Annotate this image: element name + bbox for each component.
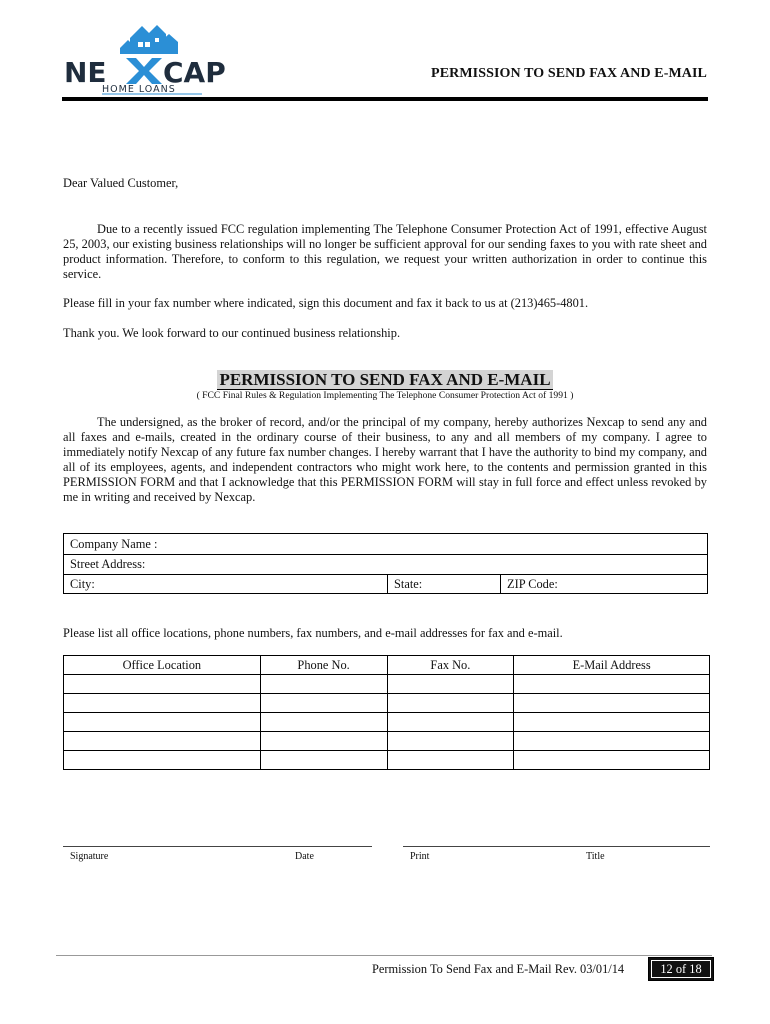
fax-cell[interactable] — [387, 694, 514, 713]
city-state-divider — [387, 575, 388, 594]
state-label: State: — [394, 577, 423, 591]
permission-subtitle: ( FCC Final Rules & Regulation Implementing The Telephone Consumer Protection Act of 1991 ) — [196, 390, 574, 401]
state-zip-divider — [500, 575, 501, 594]
page-number: 12 of 18 — [651, 960, 711, 978]
fax-back-instruction: Please fill in your fax number where indicated, sign this document and fax it back to us at (213)465-4801. — [63, 296, 589, 310]
column-header-email: E-Mail Address — [514, 656, 710, 675]
print-label: Print — [410, 851, 430, 862]
table-row — [64, 694, 710, 713]
fax-cell[interactable] — [387, 675, 514, 694]
phone-cell[interactable] — [260, 751, 387, 770]
fax-cell[interactable] — [387, 732, 514, 751]
table-row — [64, 751, 710, 770]
greeting: Dear Valued Customer, — [63, 176, 179, 190]
email-cell[interactable] — [514, 694, 710, 713]
date-label: Date — [295, 851, 314, 862]
office-location-cell[interactable] — [64, 732, 261, 751]
company-name-field[interactable] — [64, 534, 707, 555]
office-location-cell[interactable] — [64, 694, 261, 713]
signature-label: Signature — [70, 851, 109, 862]
intro-paragraph: Due to a recently issued FCC regulation implementing The Telephone Consumer Protection Act of 1991, effective August 25, 2003, our existing business relationships will no longer be sufficient approval for our sending faxes to you with rate sheet and product information. Therefore, to conform to this regulation, we request your written authorization in order to continue this service. — [63, 222, 707, 281]
permission-title — [0, 370, 770, 390]
office-location-cell[interactable] — [64, 713, 261, 732]
phone-cell[interactable] — [260, 713, 387, 732]
logo-x-mark — [126, 58, 162, 84]
zip-label: ZIP Code: — [507, 577, 558, 591]
email-cell[interactable] — [514, 713, 710, 732]
phone-cell[interactable] — [260, 694, 387, 713]
email-cell[interactable] — [514, 675, 710, 694]
email-cell[interactable] — [514, 751, 710, 770]
office-locations-table — [63, 655, 710, 770]
header-divider — [62, 97, 708, 101]
permission-title-text: PERMISSION TO SEND FAX AND E-MAIL — [219, 370, 551, 389]
footer-revision: Permission To Send Fax and E-Mail Rev. 03/01/14 — [372, 962, 625, 976]
footer-divider — [56, 955, 712, 956]
office-list-instruction: Please list all office locations, phone numbers, fax numbers, and e-mail addresses for fax and e-mail. — [63, 626, 563, 640]
street-address-field[interactable] — [64, 555, 707, 575]
logo-graphic — [62, 20, 242, 98]
fax-cell[interactable] — [387, 713, 514, 732]
authorization-paragraph: The undersigned, as the broker of record, and/or the principal of my company, hereby authorizes Nexcap to send any and all faxes and e-mails, created in the ordinary course of their business, to any and all members of my company. I agree to immediately notify Nexcap of any future fax number changes. I hereby warrant that I have the authority to bind my company, and all of its employees, agents, and independent contractors who might work here, to the contents and permission granted in this PERMISSION FORM and that I acknowledge that this PERMISSION FORM will stay in full force and effect unless revoked by me in writing and received by Nexcap. — [63, 415, 707, 504]
city-label: City: — [70, 577, 95, 591]
column-header-fax: Fax No. — [387, 656, 514, 675]
city-state-zip-row — [64, 575, 707, 594]
company-info-form — [63, 533, 708, 594]
phone-cell[interactable] — [260, 675, 387, 694]
email-cell[interactable] — [514, 732, 710, 751]
company-name-label: Company Name : — [70, 537, 158, 551]
houses-icon — [120, 25, 178, 54]
thank-you-note: Thank you. We look forward to our continued business relationship. — [63, 326, 401, 340]
nexcap-logo — [62, 20, 242, 98]
column-header-phone: Phone No. — [260, 656, 387, 675]
title-label: Title — [586, 851, 605, 862]
column-header-office-location: Office Location — [64, 656, 261, 675]
table-header-row — [64, 656, 710, 675]
header-title: PERMISSION TO SEND FAX AND E-MAIL — [431, 66, 707, 81]
logo-brand-right: CAP — [163, 56, 226, 89]
street-address-label: Street Address: — [70, 557, 146, 571]
office-location-cell[interactable] — [64, 751, 261, 770]
table-row — [64, 732, 710, 751]
table-row — [64, 675, 710, 694]
logo-brand-left: NE — [64, 56, 107, 89]
office-location-cell[interactable] — [64, 675, 261, 694]
phone-cell[interactable] — [260, 732, 387, 751]
page-number-badge — [648, 957, 714, 981]
logo-tagline: HOME LOANS — [102, 84, 176, 95]
table-row — [64, 713, 710, 732]
signature-date-line[interactable] — [63, 846, 372, 847]
fax-cell[interactable] — [387, 751, 514, 770]
print-title-line[interactable] — [403, 846, 710, 847]
